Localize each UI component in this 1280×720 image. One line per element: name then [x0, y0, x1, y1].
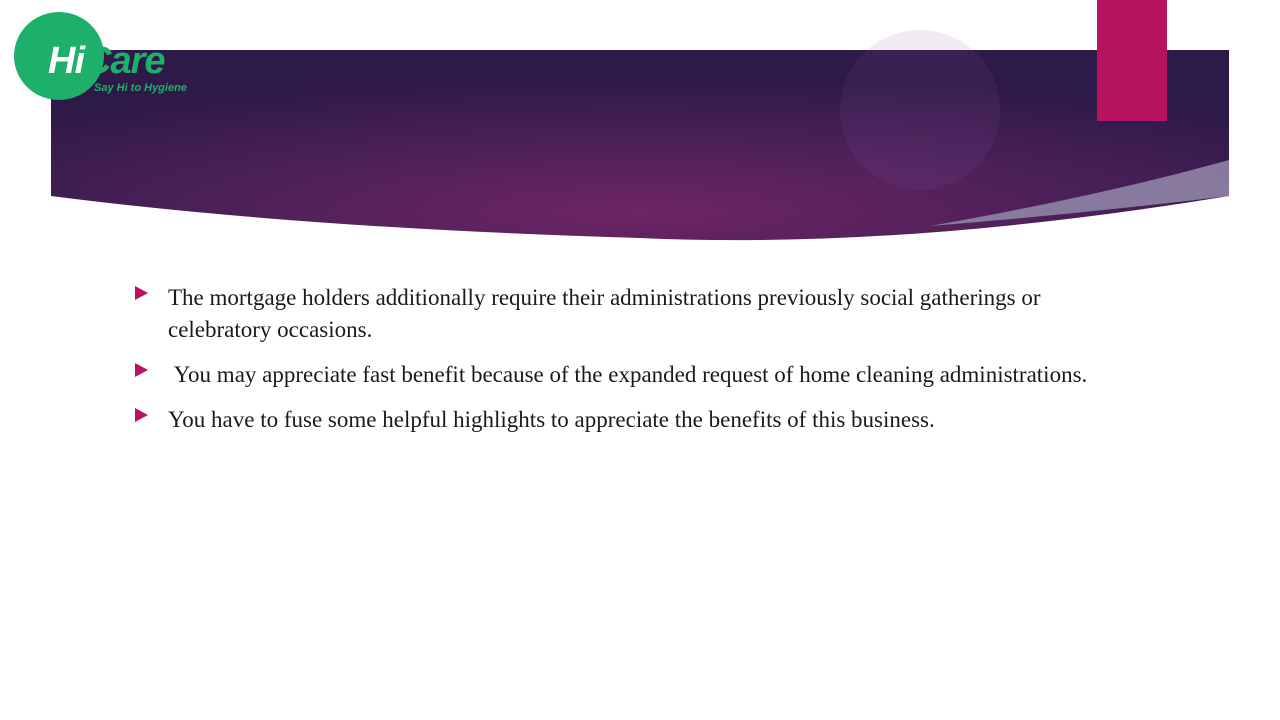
triangle-bullet-icon — [135, 363, 148, 377]
bullet-item — [130, 359, 1090, 391]
bullet-text: You may appreciate fast benefit because of the expanded request of home cleaning administrations. — [168, 362, 1088, 387]
logo-tagline: Say Hi to Hygiene — [94, 82, 187, 94]
hicare-logo — [14, 10, 214, 102]
accent-block — [1097, 0, 1167, 121]
bullet-text: The mortgage holders additionally require their administrations previously social gatherings or celebratory occasions. — [168, 285, 1047, 342]
bullet-text: You have to fuse some helpful highlights to appreciate the benefits of this business. — [168, 407, 935, 432]
bullet-list — [130, 282, 1090, 449]
bullet-item — [130, 404, 1090, 436]
triangle-bullet-icon — [135, 408, 148, 422]
bullet-item — [130, 282, 1090, 346]
logo-hi-text: Hi — [48, 40, 84, 82]
logo-wordmark — [48, 41, 165, 81]
triangle-bullet-icon — [135, 286, 148, 300]
banner-glow-circle — [840, 30, 1000, 190]
logo-care-text: Care — [84, 40, 165, 82]
